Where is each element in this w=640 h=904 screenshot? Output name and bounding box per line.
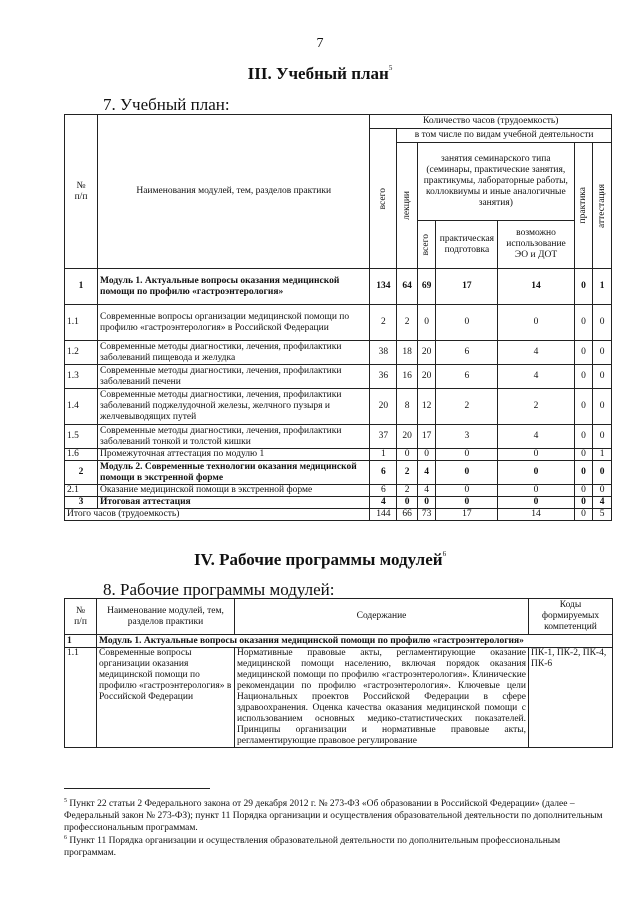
- page-number: 7: [316, 36, 324, 51]
- programs-table: [64, 598, 613, 748]
- hours-cell: 6: [370, 485, 397, 497]
- curriculum-row: [65, 269, 612, 305]
- programs-subtitle: 8. Рабочие программы модулей:: [103, 580, 335, 599]
- total-cell: 14: [498, 509, 574, 521]
- prog-header-name: Наименование модулей, тем, разделов практики: [97, 599, 235, 635]
- hours-cell: 0: [436, 449, 498, 461]
- hours-cell: 0: [574, 497, 593, 509]
- row-number: 1.2: [65, 341, 98, 365]
- hours-cell: 0: [574, 365, 593, 389]
- hours-cell: 8: [397, 389, 418, 425]
- hours-cell: 4: [498, 341, 574, 365]
- hours-cell: 1: [593, 269, 612, 305]
- hours-cell: 36: [370, 365, 397, 389]
- row-number: 1.3: [65, 365, 98, 389]
- hours-cell: 4: [370, 497, 397, 509]
- hours-cell: 0: [574, 341, 593, 365]
- section-4-title: IV. Рабочие программы модулей$^6$: [193, 550, 447, 569]
- hours-cell: 0: [417, 305, 436, 341]
- hours-cell: 0: [498, 497, 574, 509]
- footnote-6: $^6$ Пункт 11 Порядка организации и осуществления образовательной деятельности по дополнительным профессиональным программам.: [64, 835, 561, 859]
- hours-cell: 0: [574, 425, 593, 449]
- hours-cell: 0: [498, 305, 574, 341]
- row-name: Современные методы диагностики, лечения, профилактики заболеваний тонкой и толстой кишки: [98, 425, 370, 449]
- row-number: 2.1: [65, 485, 98, 497]
- col-header-seminar: занятия семинарского типа (семинары, практические занятия, практикумы, лабораторные работы, коллоквиумы и иные аналогичные занятия): [417, 143, 574, 221]
- hours-cell: 0: [593, 425, 612, 449]
- hours-cell: 2: [397, 461, 418, 485]
- prog-header-num: № п/п: [65, 599, 97, 635]
- curriculum-row: [65, 497, 612, 509]
- col-header-num: № п/п: [65, 115, 98, 269]
- hours-cell: 0: [593, 485, 612, 497]
- col-header-incl-types: в том числе по видам учебной деятельности: [397, 129, 612, 143]
- curriculum-row: [65, 485, 612, 497]
- hours-cell: 6: [436, 365, 498, 389]
- hours-cell: 0: [436, 485, 498, 497]
- hours-cell: 4: [498, 425, 574, 449]
- hours-cell: 0: [417, 497, 436, 509]
- hours-cell: 20: [370, 389, 397, 425]
- hours-cell: 2: [498, 389, 574, 425]
- hours-cell: 2: [436, 389, 498, 425]
- prog-row-content: Нормативные правовые акты, регламентирующие оказание медицинской помощи населению, включая порядок оказания медицинской помощи по профилю «гастроэнтерология». Клинические рекомендации по профилю «гастроэнтерология». Ключевые цели Национальных проектов Российской Федерации в сфере здравоохранения. Оценка качества оказания медицинской помощи с использованием основных медико-статистических показателей. Принципы организации и нормативные правовые акты, регламентирующие правовое регулирование: [235, 648, 529, 748]
- curriculum-row: [65, 365, 612, 389]
- row-name: Модуль 1. Актуальные вопросы оказания медицинской помощи по профилю «гастроэнтерология»: [98, 269, 370, 305]
- row-name: Современные методы диагностики, лечения, профилактики заболеваний поджелудочной железы, желчного пузыря и желчевыводящих путей: [98, 389, 370, 425]
- hours-cell: 0: [593, 365, 612, 389]
- hours-cell: 18: [397, 341, 418, 365]
- hours-cell: 2: [397, 485, 418, 497]
- curriculum-table: [64, 114, 612, 521]
- total-cell: 0: [574, 509, 593, 521]
- prog-row-name: Современные вопросы организации оказания медицинской помощи по профилю «гастроэнтерология» в Российской Федерации: [97, 648, 235, 748]
- row-name: Современные вопросы организации медицинской помощи по профилю «гастроэнтерология» в Российской Федерации: [98, 305, 370, 341]
- row-number: 3: [65, 497, 98, 509]
- hours-cell: 0: [436, 305, 498, 341]
- row-name: Промежуточная аттестация по модулю 1: [98, 449, 370, 461]
- curriculum-row: [65, 449, 612, 461]
- row-name: Современные методы диагностики, лечения, профилактики заболеваний печени: [98, 365, 370, 389]
- row-number: 1.4: [65, 389, 98, 425]
- row-name: Современные методы диагностики, лечения, профилактики заболеваний пищевода и желудка: [98, 341, 370, 365]
- curriculum-row: [65, 305, 612, 341]
- hours-cell: 0: [574, 389, 593, 425]
- hours-cell: 64: [397, 269, 418, 305]
- hours-cell: 16: [397, 365, 418, 389]
- hours-cell: 1: [593, 449, 612, 461]
- hours-cell: 0: [593, 305, 612, 341]
- prog-row-num: 1.1: [65, 648, 97, 748]
- total-label: Итого часов (трудоемкость): [65, 509, 370, 521]
- row-number: 1.1: [65, 305, 98, 341]
- hours-cell: 0: [574, 269, 593, 305]
- hours-cell: 0: [436, 497, 498, 509]
- total-cell: 73: [417, 509, 436, 521]
- hours-cell: 0: [397, 449, 418, 461]
- hours-cell: 17: [417, 425, 436, 449]
- footnote-ref-6: 6: [442, 550, 447, 558]
- curriculum-subtitle: 7. Учебный план:: [103, 95, 230, 114]
- footnote-ref-5: 5: [388, 64, 393, 72]
- total-cell: 144: [370, 509, 397, 521]
- hours-cell: 0: [417, 449, 436, 461]
- hours-cell: 0: [593, 389, 612, 425]
- hours-cell: 0: [498, 485, 574, 497]
- hours-cell: 38: [370, 341, 397, 365]
- col-header-lectures: лекции: [397, 143, 418, 269]
- hours-cell: 4: [593, 497, 612, 509]
- hours-cell: 20: [397, 425, 418, 449]
- hours-cell: 0: [574, 485, 593, 497]
- col-header-practical-prep: практическая подготовка: [436, 221, 498, 269]
- row-name: Оказание медицинской помощи в экстренной форме: [98, 485, 370, 497]
- col-header-practice: практика: [574, 143, 593, 269]
- hours-cell: 2: [370, 305, 397, 341]
- hours-cell: 0: [593, 461, 612, 485]
- hours-cell: 37: [370, 425, 397, 449]
- footnote-separator: [64, 788, 210, 789]
- hours-cell: 20: [417, 341, 436, 365]
- hours-cell: 0: [593, 341, 612, 365]
- hours-cell: 0: [436, 461, 498, 485]
- hours-cell: 6: [370, 461, 397, 485]
- hours-cell: 134: [370, 269, 397, 305]
- hours-cell: 1: [370, 449, 397, 461]
- row-name: Итоговая аттестация: [98, 497, 370, 509]
- hours-cell: 4: [498, 365, 574, 389]
- hours-cell: 17: [436, 269, 498, 305]
- hours-cell: 0: [498, 449, 574, 461]
- hours-cell: 0: [574, 449, 593, 461]
- hours-cell: 12: [417, 389, 436, 425]
- curriculum-total-row: [65, 509, 612, 521]
- prog-header-content: Содержание: [235, 599, 529, 635]
- hours-cell: 69: [417, 269, 436, 305]
- row-number: 1.6: [65, 449, 98, 461]
- hours-cell: 0: [498, 461, 574, 485]
- section-3-title: III. Учебный план$^5$: [247, 64, 393, 83]
- col-header-eo-dot: возможно использование ЭО и ДОТ: [498, 221, 574, 269]
- prog-module-num: 1: [65, 635, 97, 648]
- prog-header-codes: Коды формируемых компетенций: [529, 599, 613, 635]
- prog-row-codes: ПК-1, ПК-2, ПК-4, ПК-6: [529, 648, 613, 748]
- col-header-seminar-total: всего: [417, 221, 436, 269]
- curriculum-row: [65, 341, 612, 365]
- row-name: Модуль 2. Современные технологии оказания медицинской помощи в экстренной форме: [98, 461, 370, 485]
- col-header-attestation: аттестация: [593, 143, 612, 269]
- hours-cell: 4: [417, 485, 436, 497]
- footnote-5: $^5$ Пункт 22 статьи 2 Федерального закона от 29 декабря 2012 г. № 273-ФЗ «Об образовании в Российской Федерации» (далее – Федеральный закон № 273-ФЗ); пункт 11 Порядка организации и осуществления образовательной деятельности по дополнительным профессиональным программам.: [64, 798, 603, 834]
- hours-cell: 4: [417, 461, 436, 485]
- hours-cell: 3: [436, 425, 498, 449]
- prog-module-title: Модуль 1. Актуальные вопросы оказания медицинской помощи по профилю «гастроэнтерология»: [97, 635, 613, 648]
- row-number: 1.5: [65, 425, 98, 449]
- col-header-total: всего: [370, 129, 397, 269]
- hours-cell: 0: [397, 497, 418, 509]
- col-header-name: Наименования модулей, тем, разделов практики: [98, 115, 370, 269]
- curriculum-row: [65, 425, 612, 449]
- total-cell: 5: [593, 509, 612, 521]
- row-number: 2: [65, 461, 98, 485]
- total-cell: 66: [397, 509, 418, 521]
- hours-cell: 6: [436, 341, 498, 365]
- hours-cell: 20: [417, 365, 436, 389]
- total-cell: 17: [436, 509, 498, 521]
- curriculum-row: [65, 389, 612, 425]
- curriculum-row: [65, 461, 612, 485]
- col-header-hours: Количество часов (трудоемкость): [370, 115, 612, 129]
- hours-cell: 2: [397, 305, 418, 341]
- hours-cell: 14: [498, 269, 574, 305]
- curriculum-body: [65, 269, 612, 509]
- hours-cell: 0: [574, 461, 593, 485]
- hours-cell: 0: [574, 305, 593, 341]
- row-number: 1: [65, 269, 98, 305]
